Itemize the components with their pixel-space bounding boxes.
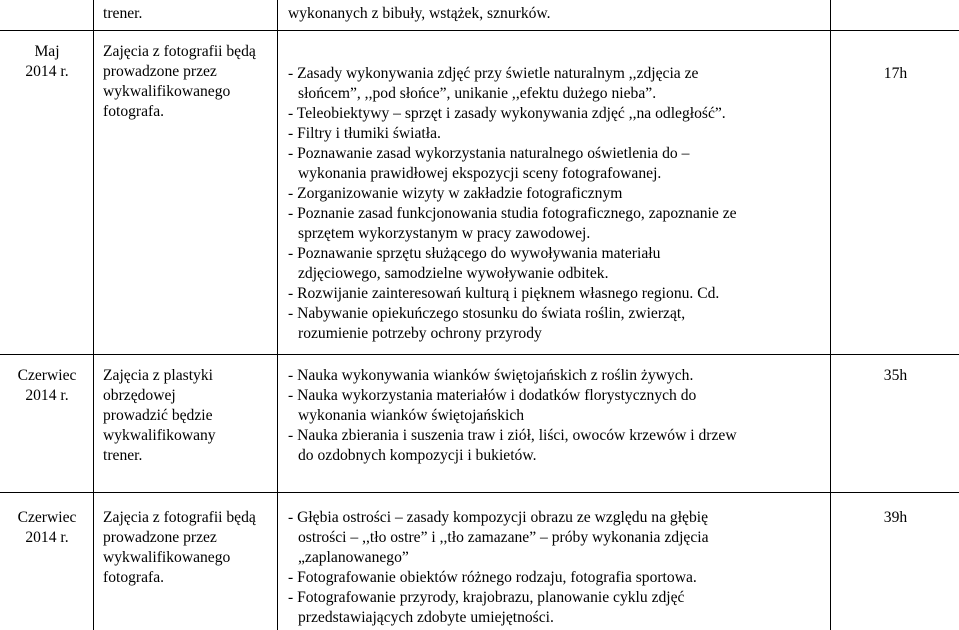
content-line: wykonania wianków świętojańskich [298,407,525,424]
date-year: 2014 r. [25,529,69,546]
content-line: rozumienie potrzeby ochrony przyrody [298,325,542,342]
topic-line: Zajęcia z plastyki [103,367,213,384]
row-divider [0,354,959,355]
table-cell-content [288,4,828,24]
topic-line: trener. [103,5,143,22]
topic-line: obrzędowej [103,387,176,404]
content-line: - Poznanie zasad funkcjonowania studia fotograficznego, zapoznanie ze [288,205,737,222]
table-cell-date [1,508,93,548]
content-line: - Filtry i tłumiki światła. [288,125,441,142]
topic-line: wykwalifikowany [103,427,216,444]
table-cell-content [288,64,828,344]
content-line: sprzętem wykorzystanym w pracy zawodowej. [298,225,591,242]
column-divider [277,0,278,630]
content-line: - Fotografowanie przyrody, krajobrazu, planowanie cyklu zdjęć [288,589,685,606]
content-line: do ozdobnych kompozycji i bukietów. [298,447,537,464]
content-line: - Poznawanie sprzętu służącego do wywoływania materiału [288,245,661,262]
topic-line: prowadzone przez [103,63,217,80]
content-line: - Rozwijanie zainteresowań kulturą i pięknem własnego regionu. Cd. [288,285,720,302]
table-cell-topic [103,366,273,466]
topic-line: fotografa. [103,103,165,120]
content-line: zdjęciowego, samodzielne wywoływanie odbitek. [298,265,609,282]
table-cell-hours [832,64,959,84]
table-cell-content [288,366,828,466]
content-line: - Poznawanie zasad wykorzystania naturalnego oświetlenia do – [288,145,690,162]
content-line: - Fotografowanie obiektów różnego rodzaju, fotografia sportowa. [288,569,697,586]
content-line: przedstawiających zdobyte umiejętności. [298,609,554,626]
hours-value: 39h [883,509,908,526]
topic-line: Zajęcia z fotografii będą [103,43,256,60]
topic-line: prowadzić będzie [103,407,213,424]
row-divider [0,30,959,31]
topic-line: Zajęcia z fotografii będą [103,509,256,526]
topic-line: trener. [103,447,143,464]
content-line: - Nauka zbierania i suszenia traw i ziół, liści, owoców krzewów i drzew [288,427,737,444]
hours-value: 17h [883,65,908,82]
column-divider [830,0,831,630]
table-cell-hours [832,366,959,386]
content-line: wykonanych z bibuły, wstążek, sznurków. [288,5,551,22]
topic-line: prowadzone przez [103,529,217,546]
table-cell-topic [103,4,273,24]
table-cell-hours [832,508,959,528]
hours-value: 35h [883,367,908,384]
topic-line: wykwalifikowanego [103,549,231,566]
table-cell-topic [103,508,273,588]
date-year: 2014 r. [25,63,69,80]
content-line: - Zasady wykonywania zdjęć przy świetle naturalnym ,,zdjęcia ze [288,65,699,82]
column-divider [93,0,94,630]
content-line: - Nabywanie opiekuńczego stosunku do świata roślin, zwierząt, [288,305,686,322]
content-line: - Nauka wykonywania wianków świętojańskich z roślin żywych. [288,367,694,384]
date-month: Czerwiec [17,367,77,384]
content-line: - Zorganizowanie wizyty w zakładzie fotograficznym [288,185,623,202]
topic-line: wykwalifikowanego [103,83,231,100]
table-cell-date [1,366,93,406]
date-month: Czerwiec [17,509,77,526]
date-month: Maj [34,43,60,60]
table-cell-topic [103,42,273,122]
table-cell-date [1,42,93,82]
topic-line: fotografa. [103,569,165,586]
content-line: ostrości – ,,tło ostre” i ,,tło zamazane” – próby wykonania zdjęcia [298,529,709,546]
row-divider [0,492,959,493]
content-line: - Głębia ostrości – zasady kompozycji obrazu ze względu na głębię [288,509,709,526]
content-line: - Nauka wykorzystania materiałów i dodatków florystycznych do [288,387,697,404]
date-year: 2014 r. [25,387,69,404]
content-line: słońcem”, ,,pod słońce”, unikanie ,,efektu dużego nieba”. [298,85,657,102]
content-line: wykonania prawidłowej ekspozycji sceny fotografowanej. [298,165,662,182]
content-line: - Teleobiektywy – sprzęt i zasady wykonywania zdjęć ,,na odległość”. [288,105,726,122]
table-cell-content [288,508,828,628]
content-line: „zaplanowanego” [298,549,409,566]
